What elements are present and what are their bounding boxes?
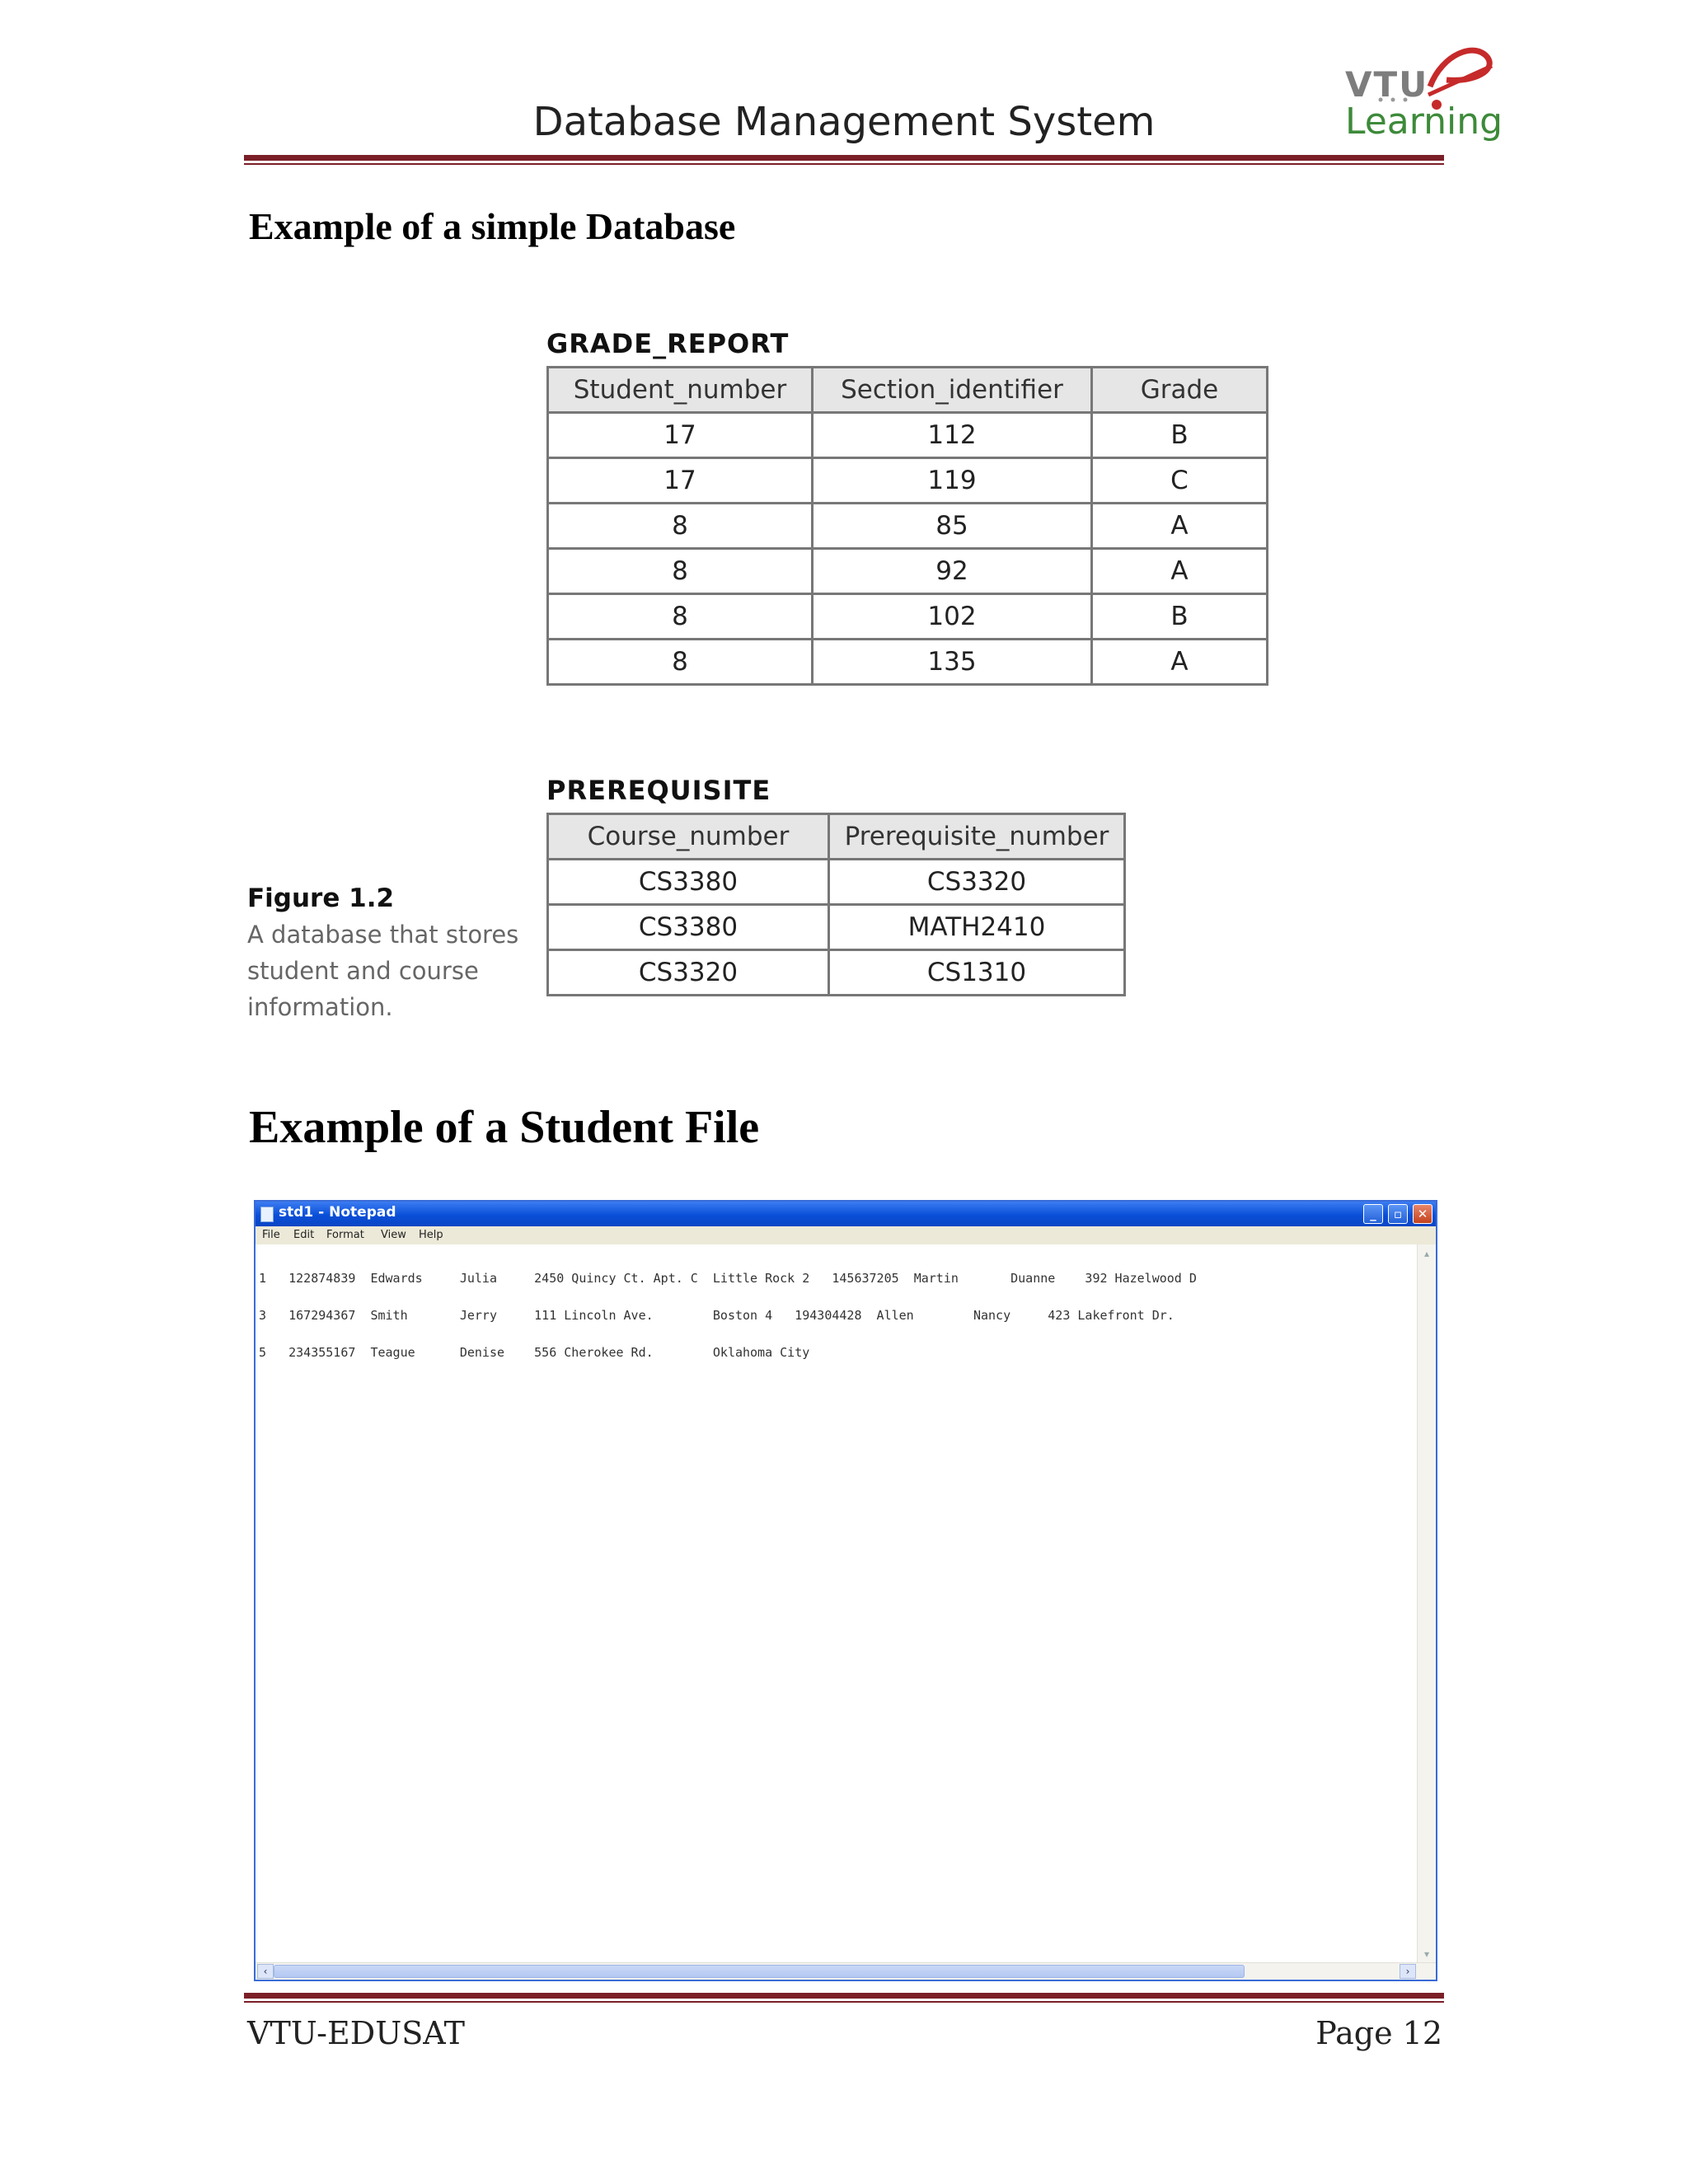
footer-rule — [244, 1993, 1444, 1999]
section-heading-simple-database: Example of a simple Database — [249, 205, 736, 247]
vertical-scrollbar[interactable] — [1417, 1244, 1436, 1963]
notepad-window — [254, 1200, 1437, 1981]
table-cell: CS3320 — [829, 860, 1125, 905]
header-rule — [244, 155, 1444, 161]
table-cell: 8 — [548, 594, 813, 640]
logo-vtu-text: VTU — [1345, 64, 1429, 105]
table-cell: B — [1092, 594, 1268, 640]
table-cell: MATH2410 — [829, 905, 1125, 950]
column-header: Grade — [1092, 368, 1268, 413]
document-title: Database Management System — [532, 99, 1156, 145]
table-cell: 8 — [548, 504, 813, 549]
table-cell: 92 — [813, 549, 1092, 594]
prerequisite-table — [546, 813, 1126, 996]
notepad-text-area[interactable] — [259, 1248, 1413, 1384]
horizontal-scrollbar[interactable] — [256, 1962, 1436, 1980]
table-cell: A — [1092, 549, 1268, 594]
table-cell: B — [1092, 413, 1268, 458]
table-row — [548, 640, 1268, 685]
section-heading-student-file: Example of a Student File — [249, 1102, 760, 1153]
menu-help[interactable]: Help — [419, 1229, 443, 1241]
column-header: Course_number — [548, 814, 829, 860]
table-cell: 17 — [548, 413, 813, 458]
table-cell: CS3320 — [548, 950, 829, 996]
table-cell: CS3380 — [548, 905, 829, 950]
text-line: 1 122874839 Edwards Julia 2450 Quincy Ct. Apt. C Little Rock 2 145637205 Martin Duanne 392 Hazelwood D — [259, 1271, 1197, 1286]
table-row — [548, 413, 1268, 458]
scroll-left-icon[interactable]: ‹ — [257, 1964, 274, 1979]
text-line: 5 234355167 Teague Denise 556 Cherokee Rd. Oklahoma City — [259, 1345, 810, 1360]
table-cell: C — [1092, 458, 1268, 504]
table-row — [548, 860, 1125, 905]
table-cell: 17 — [548, 458, 813, 504]
minimize-button[interactable]: _ — [1363, 1204, 1383, 1224]
logo-learning-text: Learning — [1345, 101, 1503, 143]
page-number: Page 12 — [1315, 2015, 1442, 2051]
table-row — [548, 594, 1268, 640]
table-cell: CS3380 — [548, 860, 829, 905]
prerequisite-title: PREREQUISITE — [546, 775, 771, 806]
table-cell: 8 — [548, 549, 813, 594]
horizontal-scroll-thumb[interactable] — [274, 1965, 1245, 1978]
table-row — [548, 504, 1268, 549]
grade-report-title: GRADE_REPORT — [546, 328, 790, 359]
footer-source: VTU-EDUSAT — [247, 2015, 465, 2051]
footer-rule-thin — [244, 2001, 1444, 2003]
table-cell: A — [1092, 640, 1268, 685]
menu-file[interactable]: File — [262, 1229, 280, 1241]
notepad-titlebar[interactable] — [256, 1202, 1436, 1226]
column-header: Prerequisite_number — [829, 814, 1125, 860]
table-cell: 135 — [813, 640, 1092, 685]
table-cell: 112 — [813, 413, 1092, 458]
table-cell: CS1310 — [829, 950, 1125, 996]
table-row — [548, 549, 1268, 594]
figure-caption: A database that stores student and course information. — [247, 921, 519, 1021]
scroll-down-icon[interactable]: ▾ — [1423, 1948, 1430, 1960]
close-button[interactable]: ✕ — [1413, 1204, 1432, 1224]
table-cell: A — [1092, 504, 1268, 549]
scroll-right-icon[interactable]: › — [1400, 1964, 1416, 1979]
table-cell: 102 — [813, 594, 1092, 640]
figure-label: Figure 1.2 — [247, 883, 395, 913]
notepad-title: std1 - Notepad — [279, 1204, 396, 1221]
menu-format[interactable]: Format — [326, 1229, 364, 1241]
table-row — [548, 458, 1268, 504]
table-cell: 8 — [548, 640, 813, 685]
notepad-menubar — [256, 1226, 1436, 1244]
column-header: Section_identifier — [813, 368, 1092, 413]
menu-view[interactable]: View — [381, 1229, 406, 1241]
scroll-up-icon[interactable]: ▴ — [1423, 1248, 1430, 1259]
header-rule-thin — [244, 163, 1444, 165]
notepad-app-icon — [260, 1207, 274, 1222]
table-cell: 85 — [813, 504, 1092, 549]
column-header: Student_number — [548, 368, 813, 413]
table-row — [548, 905, 1125, 950]
menu-edit[interactable]: Edit — [293, 1229, 315, 1241]
grade-report-table — [546, 366, 1268, 686]
table-cell: 119 — [813, 458, 1092, 504]
maximize-button[interactable]: ▫ — [1388, 1204, 1408, 1224]
text-line: 3 167294367 Smith Jerry 111 Lincoln Ave. Boston 4 194304428 Allen Nancy 423 Lakefront Dr. — [259, 1308, 1175, 1323]
table-row — [548, 950, 1125, 996]
